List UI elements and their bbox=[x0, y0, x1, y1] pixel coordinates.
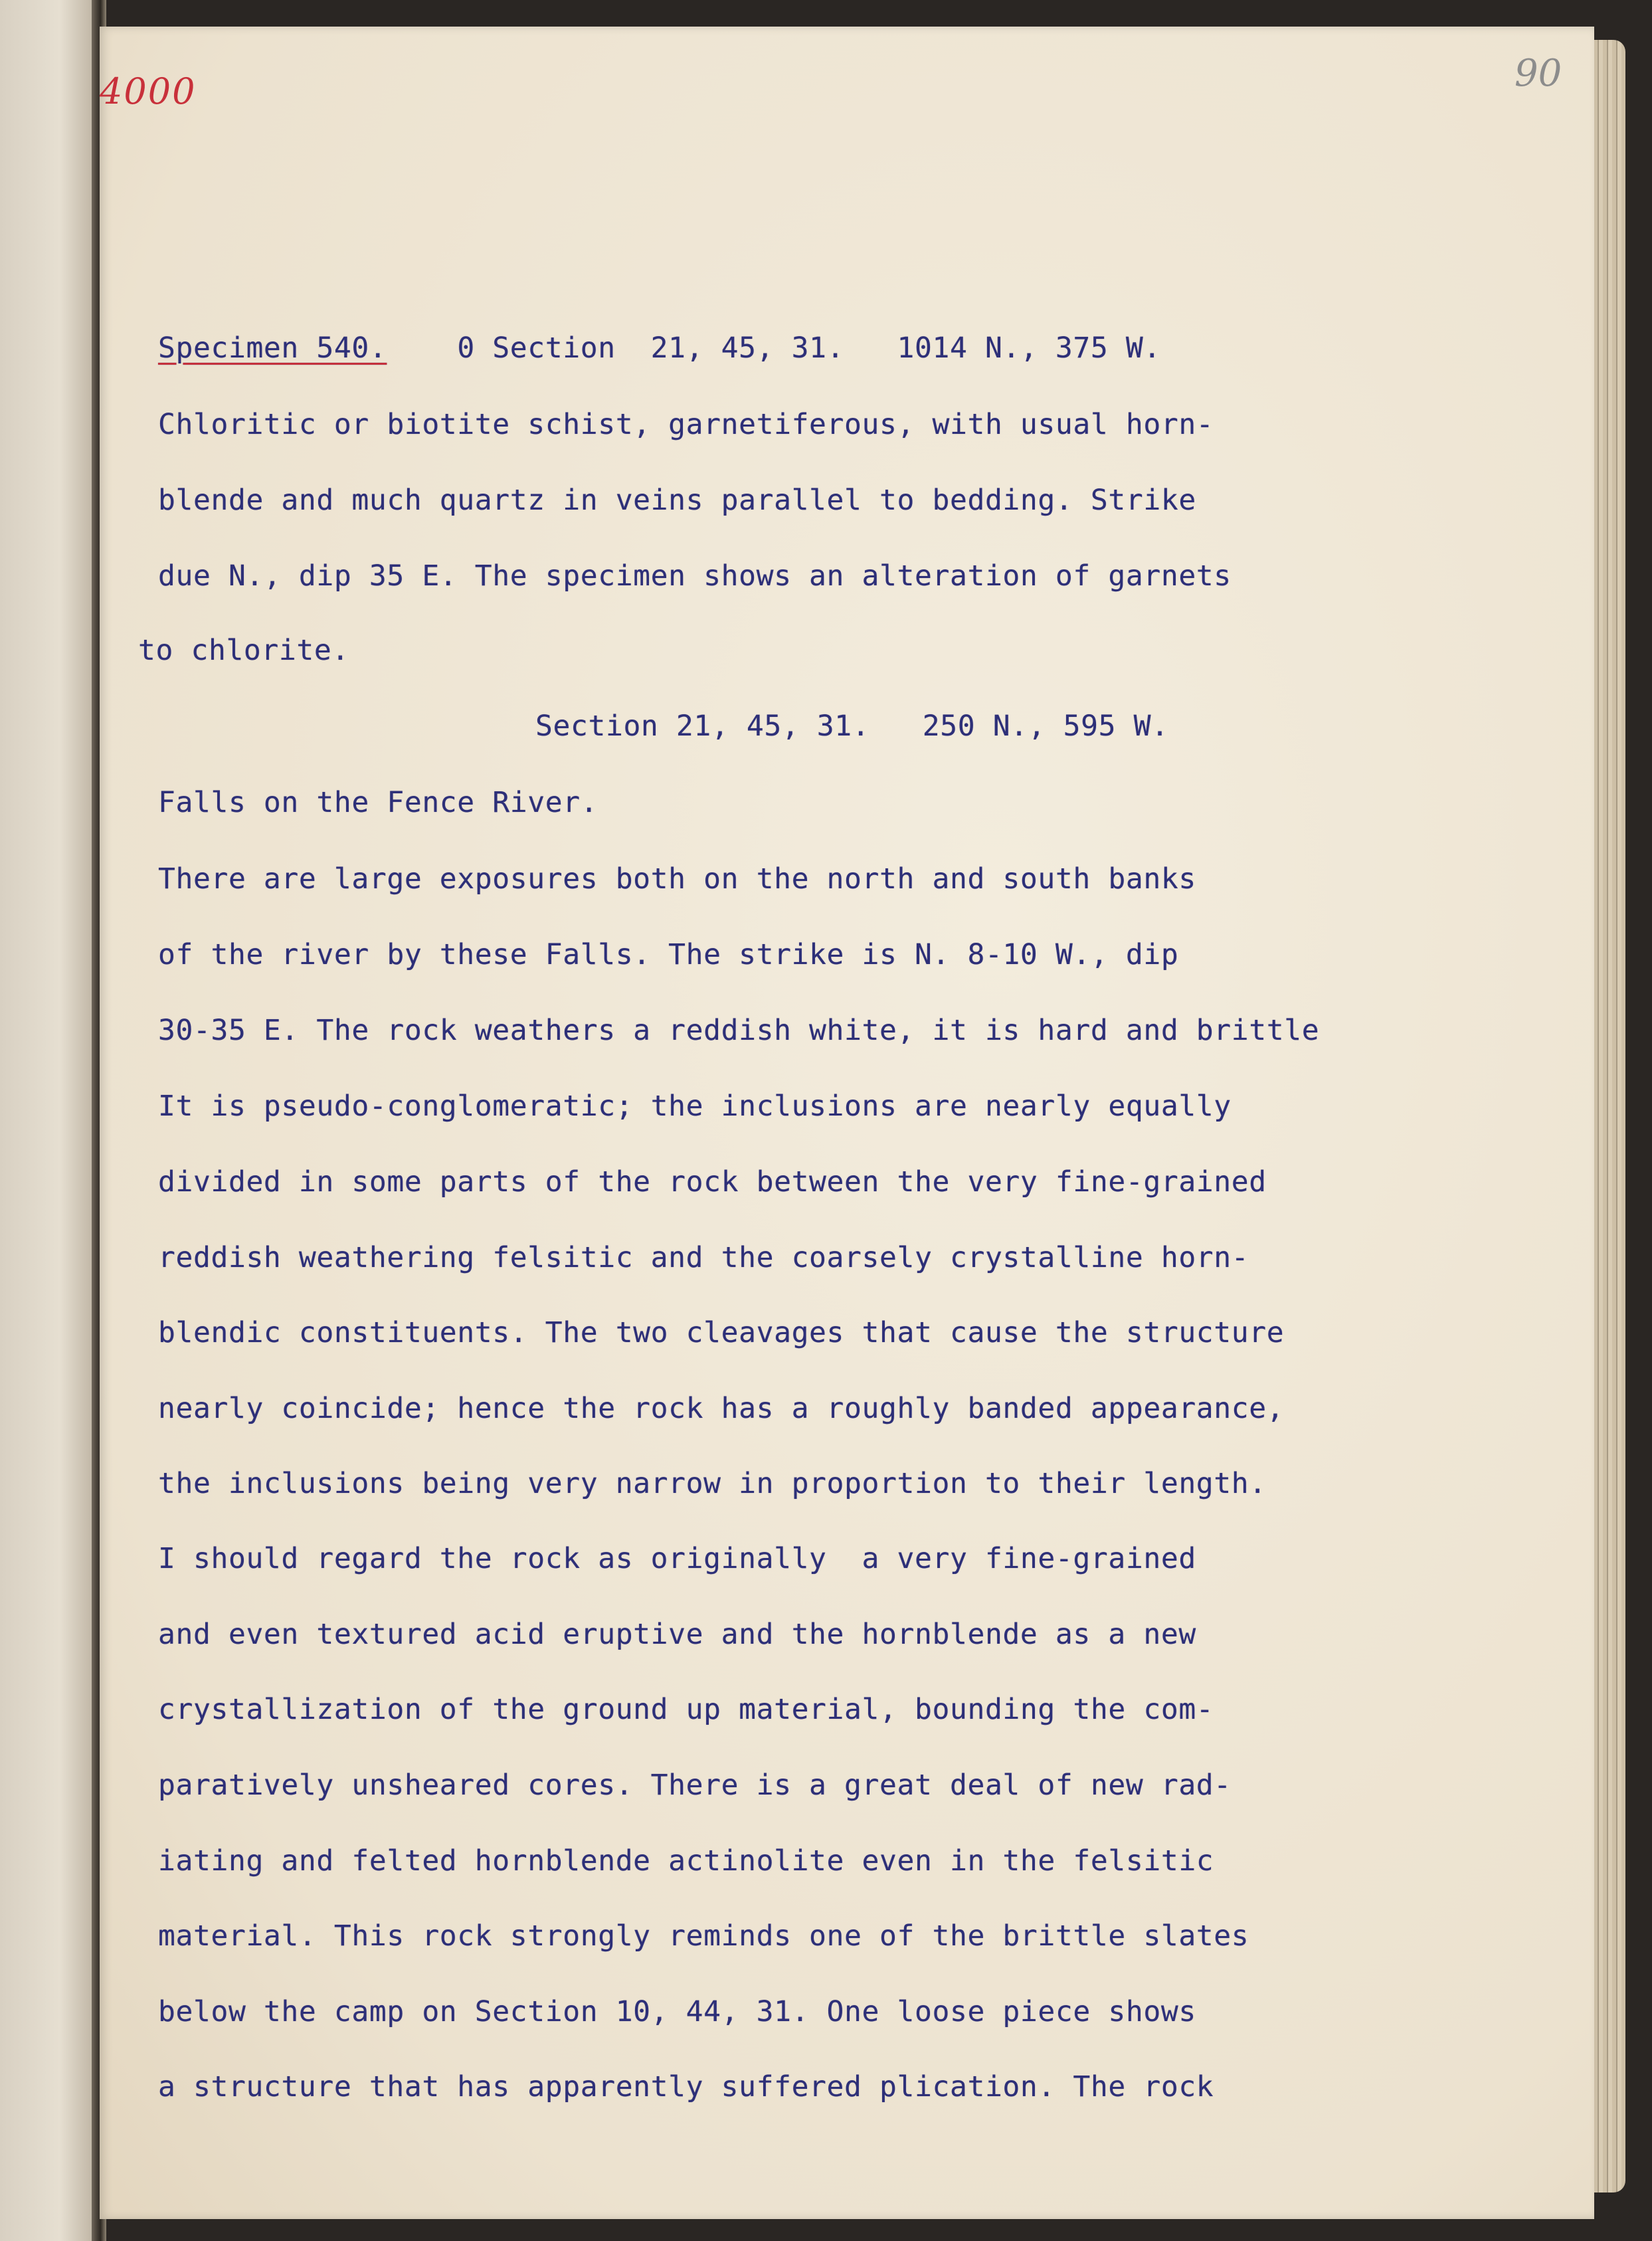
text-line: below the camp on Section 10, 44, 31. One loose piece shows bbox=[158, 1995, 1196, 2028]
text-line: There are large exposures both on the north and south banks bbox=[158, 862, 1196, 896]
entry-heading bbox=[158, 334, 1161, 363]
text-line: to chlorite. bbox=[138, 634, 349, 667]
page-number: 90 bbox=[1514, 52, 1562, 95]
text-line: material. This rock strongly reminds one of the brittle slates bbox=[158, 1919, 1249, 1953]
text-line: due N., dip 35 E. The specimen shows an alteration of garnets bbox=[158, 559, 1232, 593]
text-line: Chloritic or biotite schist, garnetiferous, with usual horn- bbox=[158, 408, 1214, 441]
text-line: blende and much quartz in veins parallel to bedding. Strike bbox=[158, 484, 1196, 517]
section-heading: Section 21, 45, 31. 250 N., 595 W. bbox=[535, 710, 1169, 743]
text-line: divided in some parts of the rock between the very fine-grained bbox=[158, 1165, 1267, 1199]
text-line: 30-35 E. The rock weathers a reddish white, it is hard and brittle bbox=[158, 1014, 1320, 1047]
text-line: nearly coincide; hence the rock has a roughly banded appearance, bbox=[158, 1392, 1285, 1425]
text-line: Falls on the Fence River. bbox=[158, 786, 598, 819]
text-line: a structure that has apparently suffered plication. The rock bbox=[158, 2070, 1214, 2103]
text-line: I should regard the rock as originally a very fine-grained bbox=[158, 1542, 1196, 1575]
document-page bbox=[100, 27, 1594, 2219]
text-line: paratively unsheared cores. There is a great deal of new rad- bbox=[158, 1769, 1232, 1802]
marginal-mark: 4000 bbox=[100, 70, 197, 112]
text-line: blendic constituents. The two cleavages that cause the structure bbox=[158, 1316, 1285, 1349]
text-line: reddish weathering felsitic and the coarsely crystalline horn- bbox=[158, 1241, 1249, 1274]
section-reference: 0 Section 21, 45, 31. 1014 N., 375 W. bbox=[457, 332, 1161, 365]
specimen-label: Specimen 540. bbox=[158, 332, 387, 365]
text-line: and even textured acid eruptive and the hornblende as a new bbox=[158, 1618, 1196, 1651]
text-line: of the river by these Falls. The strike is N. 8-10 W., dip bbox=[158, 938, 1179, 971]
text-line: iating and felted hornblende actinolite even in the felsitic bbox=[158, 1844, 1214, 1878]
text-line: It is pseudo-conglomeratic; the inclusions are nearly equally bbox=[158, 1090, 1232, 1123]
text-line: the inclusions being very narrow in proportion to their length. bbox=[158, 1467, 1267, 1500]
text-line: crystallization of the ground up material, bounding the com- bbox=[158, 1693, 1214, 1726]
facing-page bbox=[0, 0, 100, 2241]
